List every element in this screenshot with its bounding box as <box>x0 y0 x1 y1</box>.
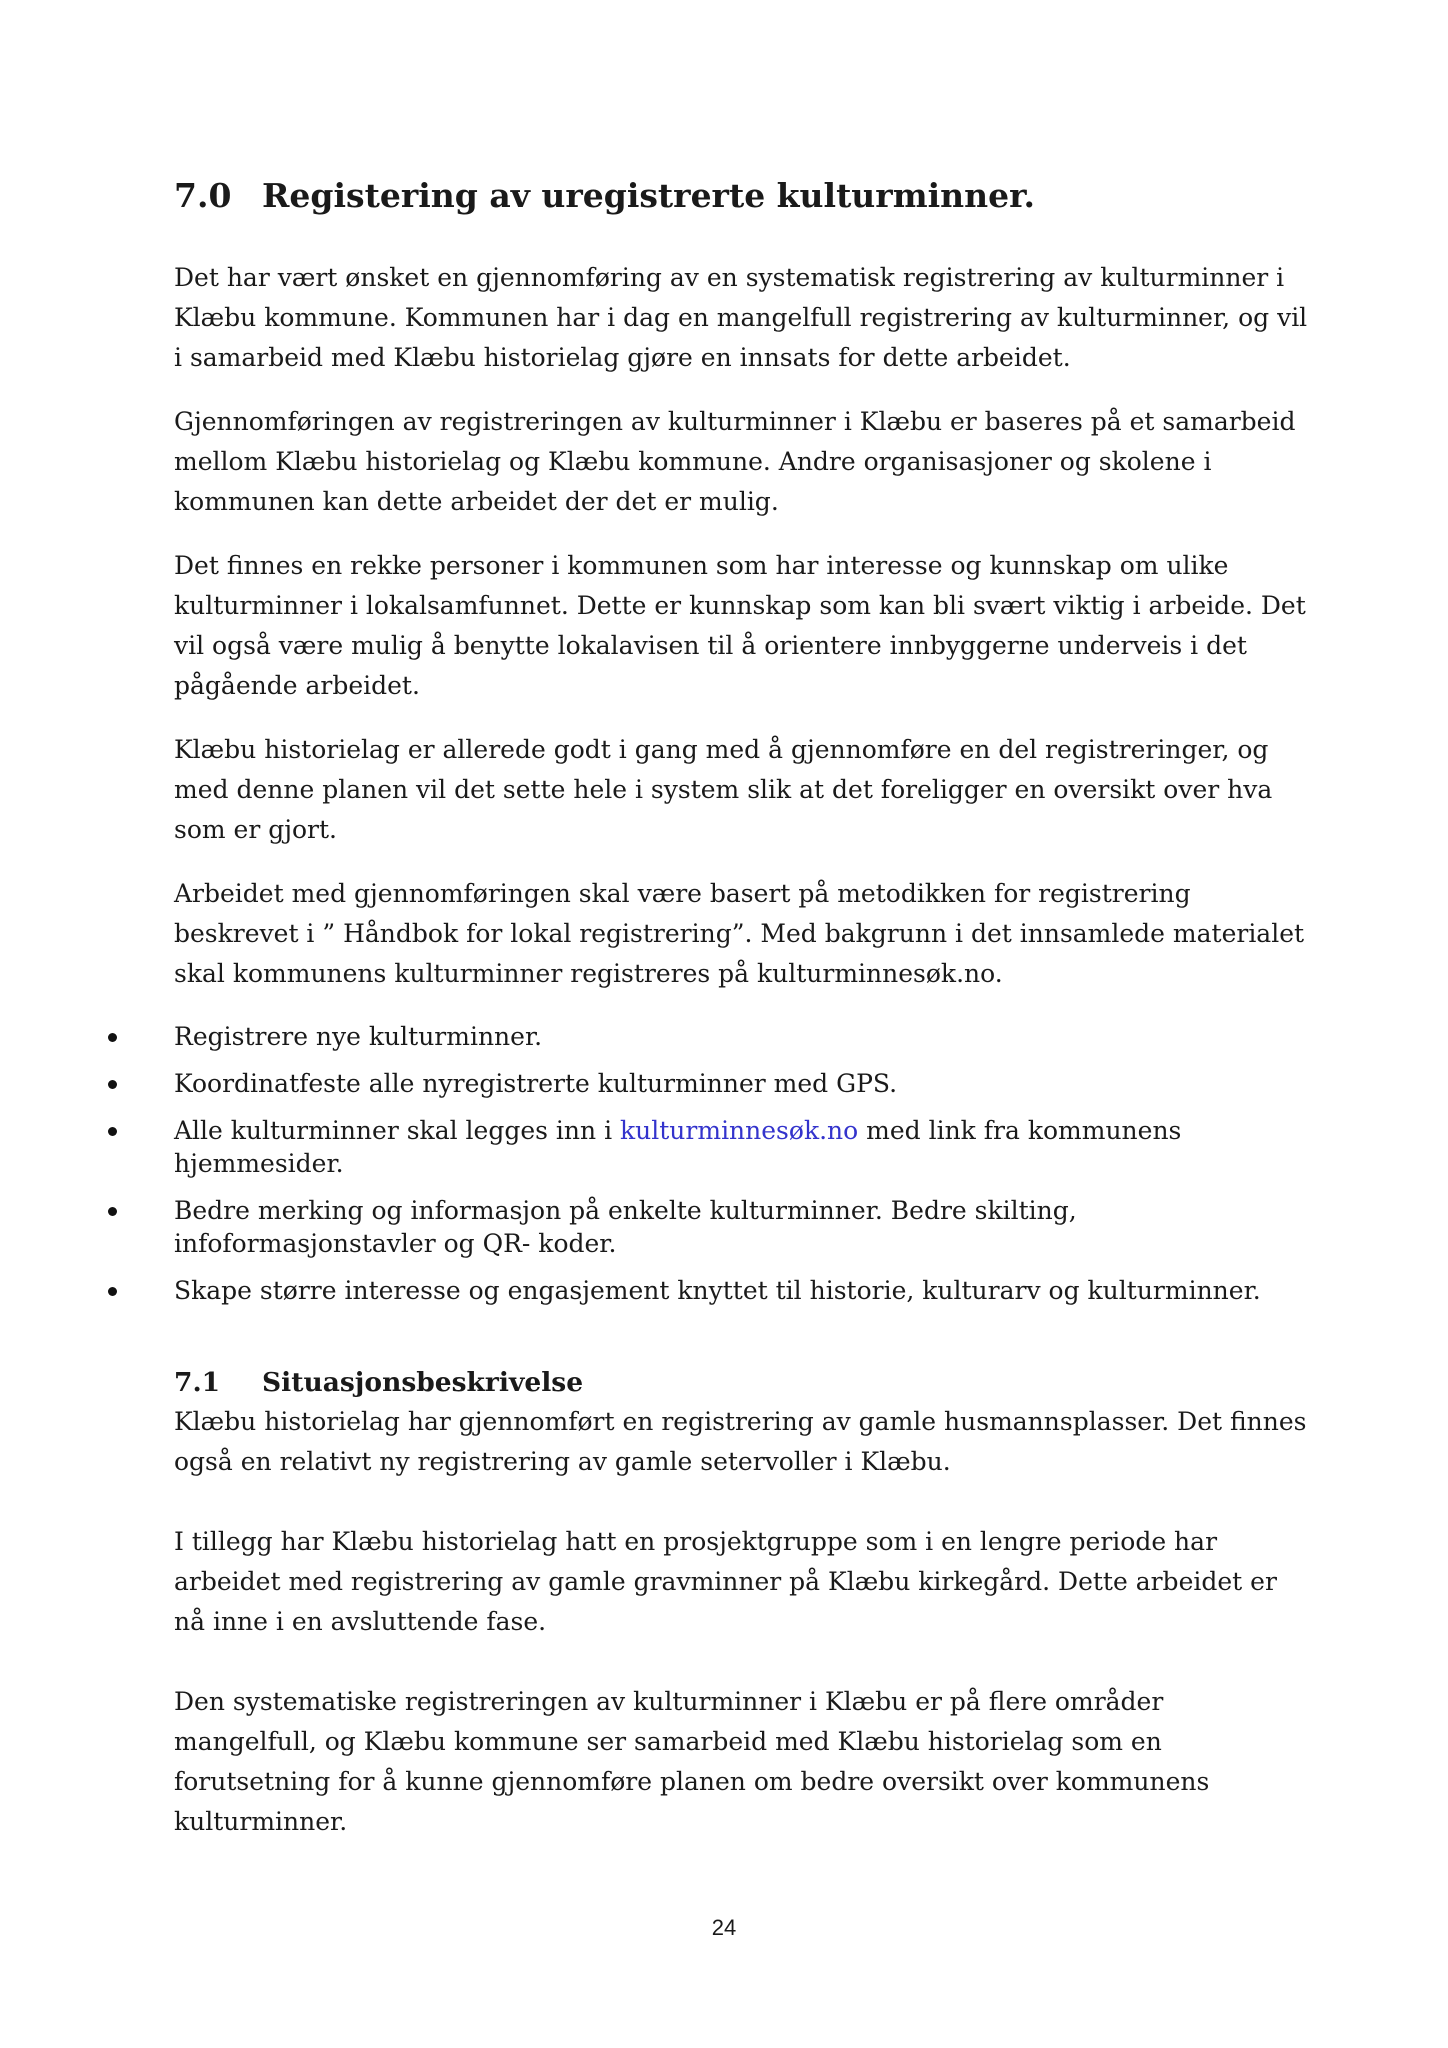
list-item-text: Registrere nye kulturminner. <box>174 1022 543 1051</box>
section-title: Registering av uregistrerte kulturminner. <box>262 176 1035 215</box>
paragraph: Den systematiske registreringen av kulturminner i Klæbu er på flere områder mangelfull, og Klæbu kommune ser samarbeid med Klæbu historielag som en forutsetning for å kunne gjennomføre planen om bedre oversikt over kommunens kulturminner. <box>174 1687 1210 1836</box>
paragraph: Gjennomføringen av registreringen av kulturminner i Klæbu er baseres på et samarbeid mellom Klæbu historielag og Klæbu kommune. Andre organisasjoner og skolene i kommunen kan dette arbeidet der det er mulig. <box>174 407 1296 516</box>
list-item-text: Alle kulturminner skal legges inn i <box>174 1116 621 1145</box>
paragraph: Det finnes en rekke personer i kommunen som har interesse og kunnskap om ulike kulturminner i lokalsamfunnet. Dette er kunnskap som kan bli svært viktig i arbeide. Det vil også være mulig å benytte lokalavisen til å orientere innbyggerne underveis i det pågående arbeidet. <box>174 551 1306 700</box>
bullet-icon <box>108 1033 117 1042</box>
list-item-text: Bedre merking og informasjon på enkelte kulturminner. Bedre skilting, infoformasjonstavler og QR- koder. <box>174 1196 1077 1258</box>
section-body <box>174 258 1314 1018</box>
list-item <box>0 1274 1294 1307</box>
paragraph: Klæbu historielag er allerede godt i gang med å gjennomføre en del registreringer, og med denne planen vil det sette hele i system slik at det foreligger en oversikt over hva som er gjort. <box>174 735 1273 844</box>
section-number: 7.0 <box>174 176 232 215</box>
list-item-text: med link fra kommunens hjemmesider. <box>174 1116 1182 1178</box>
subsection-heading <box>174 1366 583 1400</box>
subsection-title: Situasjonsbeskrivelse <box>262 1367 584 1398</box>
bullet-icon <box>108 1080 117 1089</box>
list-item <box>0 1194 1294 1260</box>
kulturminnesok-link[interactable]: kulturminnesøk.no <box>620 1116 859 1145</box>
section-heading <box>174 176 1035 216</box>
page-number: 24 <box>711 1915 737 1940</box>
list-item <box>0 1020 1294 1053</box>
list-item-text: Skape større interesse og engasjement knyttet til historie, kulturarv og kulturminner. <box>174 1276 1261 1305</box>
list-item <box>0 1067 1294 1100</box>
list-item <box>0 1114 1294 1180</box>
subsection-body <box>174 1402 1314 1882</box>
paragraph: Arbeidet med gjennomføringen skal være basert på metodikken for registrering beskrevet i ” Håndbok for lokal registrering”. Med bakgrunn i det innsamlede materialet skal kommunens kulturminner registreres på kulturminnesøk.no. <box>174 879 1305 988</box>
bullet-icon <box>108 1127 117 1136</box>
paragraph: Det har vært ønsket en gjennomføring av en systematisk registrering av kulturminner i Klæbu kommune. Kommunen har i dag en mangelfull registrering av kulturminner, og vil i samarbeid med Klæbu historielag gjøre en innsats for dette arbeidet. <box>174 263 1308 372</box>
paragraph: Klæbu historielag har gjennomført en registrering av gamle husmannsplasser. Det finnes også en relativt ny registrering av gamle setervoller i Klæbu. <box>174 1407 1307 1476</box>
subsection-number: 7.1 <box>174 1367 221 1398</box>
goal-list <box>0 1020 1448 1321</box>
list-item-text: Koordinatfeste alle nyregistrerte kulturminner med GPS. <box>174 1069 898 1098</box>
bullet-icon <box>108 1207 117 1216</box>
paragraph: I tillegg har Klæbu historielag hatt en prosjektgruppe som i en lengre periode har arbeidet med registrering av gamle gravminner på Klæbu kirkegård. Dette arbeidet er nå inne i en avsluttende fase. <box>174 1527 1277 1636</box>
bullet-icon <box>108 1287 117 1296</box>
